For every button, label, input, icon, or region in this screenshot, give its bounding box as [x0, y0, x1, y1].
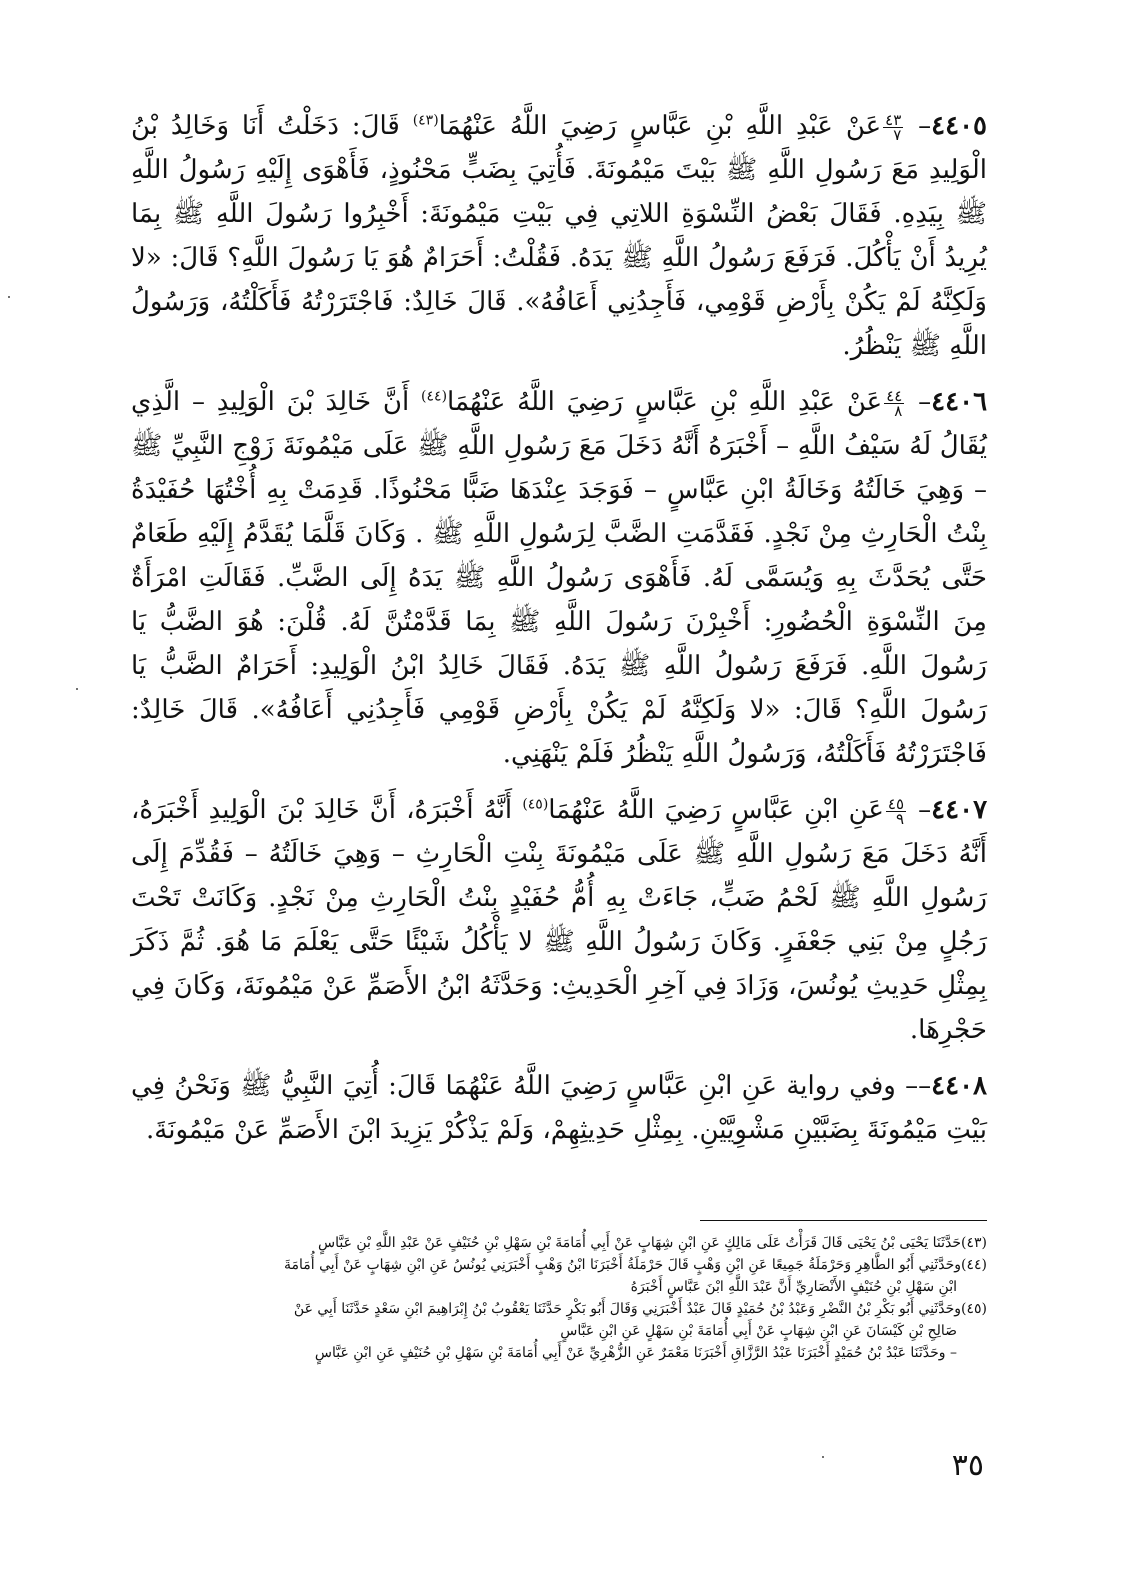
hadith-fraction — [883, 110, 903, 144]
fraction-top: ٤٣ — [885, 110, 902, 129]
page-number: ٣٥ — [951, 1448, 984, 1483]
footnote-45: (٤٥)وحَدَّثَنِي أَبُو بَكْرِ بْنُ النَّضْرِ وَعَبْدُ بْنُ حُمَيْدٍ قَالَ عَبْدٌ أَخْبَرَنِي وَقَالَ أَبُو بَكْرٍ حَدَّثَنَا يَعْقُوبُ بْنُ إِبْرَاهِيمَ ابْنِ سَعْدٍ حَدَّثَنَا أَبِي عَنْ — [293, 1301, 987, 1317]
fraction-bottom: ٨ — [894, 401, 903, 420]
scan-speck — [8, 296, 10, 298]
hadith-4405: ٤٤٠٥– $\frac{٤٣}{٧}$ عَنْ عَبْدِ اللَّهِ بْنِ عَبَّاسٍ رَضِيَ اللَّهُ عَنْهُمَا$^{(٤٣)}$ قَالَ: دَخَلْتُ أَنَا وَخَالِدُ بْنُ الْوَلِيدِ مَعَ رَسُولِ اللَّهِ ﷺ بَيْتَ مَيْمُونَةَ. فَأُتِيَ بِضَبٍّ مَحْنُوذٍ، فَأَهْوَى إِلَيْهِ رَسُولُ اللَّهِ ﷺ بِيَدِهِ. فَقَالَ بَعْضُ النِّسْوَةِ اللاتِي فِي بَيْتِ مَيْمُونَةَ: أَخْبِرُوا رَسُولَ اللَّهِ ﷺ بِمَا يُرِيدُ أَنْ يَأْكُلَ. فَرَفَعَ رَسُولُ اللَّهِ ﷺ يَدَهُ. فَقُلْتُ: أَحَرَامٌ هُوَ يَا رَسُولَ اللَّهِ؟ قَالَ: «لا وَلَكِنَّهُ لَمْ يَكُنْ بِأَرْضِ قَوْمِي، فَأَجِدُنِي أَعَافُهُ». قَالَ خَالِدٌ: فَاجْتَرَرْتُهُ فَأَكَلْتُهُ، وَرَسُولُ اللَّهِ ﷺ يَنْظُرُ. — [131, 110, 987, 361]
footnote-44-continued: ابْنِ سَهْلِ بْنِ حُنَيْفٍ الأَنْصَارِيِّ أَنَّ عَبْدَ اللَّهِ ابْنَ عَبَّاسٍ أَخْبَرَهُ — [630, 1279, 957, 1295]
hadith-text: قَالَ: دَخَلْتُ أَنَا وَخَالِدُ بْنُ الْوَلِيدِ مَعَ رَسُولِ اللَّهِ ﷺ بَيْتَ مَيْمُونَةَ. فَأُتِيَ بِضَبٍّ مَحْنُوذٍ، فَأَهْوَى إِلَيْهِ رَسُولُ اللَّهِ ﷺ بِيَدِهِ. فَقَالَ بَعْضُ النِّسْوَةِ اللاتِي فِي بَيْتِ مَيْمُونَةَ: أَخْبِرُوا رَسُولَ اللَّهِ ﷺ بِمَا يُرِيدُ أَنْ يَأْكُلَ. فَرَفَعَ رَسُولُ اللَّهِ ﷺ يَدَهُ. فَقُلْتُ: أَحَرَامٌ هُوَ يَا رَسُولَ اللَّهِ؟ قَالَ: «لا وَلَكِنَّهُ لَمْ يَكُنْ بِأَرْضِ قَوْمِي، فَأَجِدُنِي أَعَافُهُ». قَالَ خَالِدٌ: فَاجْتَرَرْتُهُ فَأَكَلْتُهُ، وَرَسُولُ اللَّهِ ﷺ يَنْظُرُ. — [131, 111, 987, 361]
footnote-45-second-chain: – وحَدَّثَنَا عَبْدُ بْنُ حُمَيْدٍ أَخْبَرَنَا عَبْدُ الرَّزَّاقِ أَخْبَرَنَا مَعْمَرٌ عَنِ الزُّهْرِيِّ عَنْ أَبِي أُمَامَةَ بْنِ سَهْلِ بْنِ حُنَيْفٍ عَنِ ابْنِ عَبَّاسٍ — [314, 1345, 957, 1361]
hadith-number: ٤٤٠٦ — [931, 387, 988, 417]
footnote-ref[interactable]: (٤٣) — [412, 112, 439, 129]
fraction-top: ٤٤ — [886, 386, 903, 405]
hadith-text: أَنَّهُ أَخْبَرَهُ، أَنَّ خَالِدَ بْنَ الْوَلِيدِ أَخْبَرَهُ، أَنَّهُ دَخَلَ مَعَ رَسُولِ اللَّهِ ﷺ عَلَى مَيْمُونَةَ بِنْتِ الْحَارِثِ – وَهِيَ خَالَتُهُ – فَقُدِّمَ إِلَى رَسُولِ اللَّهِ ﷺ لَحْمُ ضَبٍّ، جَاءَتْ بِهِ أُمُّ حُفَيْدٍ بِنْتُ الْحَارِثِ مِنْ نَجْدٍ. وَكَانَتْ تَحْتَ رَجُلٍ مِنْ بَنِي جَعْفَرٍ. وَكَانَ رَسُولُ اللَّهِ ﷺ لا يَأْكُلُ شَيْئًا حَتَّى يَعْلَمَ مَا هُوَ. ثُمَّ ذَكَرَ بِمِثْلِ حَدِيثِ يُونُسَ، وَزَادَ فِي آخِرِ الْحَدِيثِ: وَحَدَّثَهُ ابْنُ الأَصَمِّ عَنْ مَيْمُونَةَ، وَكَانَ فِي حَجْرِهَا. — [131, 795, 987, 1045]
hadith-lead: وفي رواية عَنِ ابْنِ عَبَّاسٍ رَضِيَ اللَّهُ عَنْهُمَا — [445, 1071, 896, 1101]
footnote-44: (٤٤)وحَدَّثَنِي أَبُو الطَّاهِرِ وَحَرْمَلَةُ جَمِيعًا عَنِ ابْنِ وَهْبٍ قَالَ حَرْمَلَةُ أَخْبَرَنَا ابْنُ وَهْبٍ أَخْبَرَنِي يُونُسُ عَنِ ابْنِ شِهَابٍ عَنْ أَبِي أُمَامَةَ — [284, 1257, 987, 1273]
fraction-bottom: ٩ — [895, 809, 905, 828]
hadith-4406: ٤٤٠٦– $\frac{٤٤}{٨}$ عَنْ عَبْدِ اللَّهِ بْنِ عَبَّاسٍ رَضِيَ اللَّهُ عَنْهُمَا$^{(٤٤)}$ أَنَّ خَالِدَ بْنَ الْوَلِيدِ – الَّذِي يُقَالُ لَهُ سَيْفُ اللَّهِ – أَخْبَرَهُ أَنَّهُ دَخَلَ مَعَ رَسُولِ اللَّهِ ﷺ عَلَى مَيْمُونَةَ زَوْجِ النَّبِيِّ ﷺ – وَهِيَ خَالَتُهُ وَخَالَةُ ابْنِ عَبَّاسٍ – فَوَجَدَ عِنْدَهَا ضَبًّا مَحْنُوذًا. قَدِمَتْ بِهِ أُخْتُهَا حُفَيْدَةُ بِنْتُ الْحَارِثِ مِنْ نَجْدٍ. فَقَدَّمَتِ الضَّبَّ لِرَسُولِ اللَّهِ ﷺ . وَكَانَ قَلَّمَا يُقَدَّمُ إِلَيْهِ طَعَامٌ حَتَّى يُحَدَّثَ بِهِ وَيُسَمَّى لَهُ. فَأَهْوَى رَسُولُ اللَّهِ ﷺ يَدَهُ إِلَى الضَّبِّ. فَقَالَتِ امْرَأَةٌ مِنَ النِّسْوَةِ الْحُضُورِ: أَخْبِرْنَ رَسُولَ اللَّهِ ﷺ بِمَا قَدَّمْتُنَّ لَهُ. قُلْنَ: هُوَ الضَّبُّ يَا رَسُولَ اللَّهِ. فَرَفَعَ رَسُولُ اللَّهِ ﷺ يَدَهُ. فَقَالَ خَالِدُ ابْنُ الْوَلِيدِ: أَحَرَامٌ الضَّبُّ يَا رَسُولَ اللَّهِ؟ قَالَ: «لا وَلَكِنَّهُ لَمْ يَكُنْ بِأَرْضِ قَوْمِي فَأَجِدُنِي أَعَافُهُ». قَالَ خَالِدٌ: فَاجْتَرَرْتُهُ فَأَكَلْتُهُ، وَرَسُولُ اللَّهِ يَنْظُرُ فَلَمْ يَنْهَنِي. — [131, 386, 988, 769]
footnote-45-continued: صَالِحِ بْنِ كَيْسَانَ عَنِ ابْنِ شِهَابٍ عَنْ أَبِي أُمَامَةَ بْنِ سَهْلٍ عَنِ ابْنِ عَبَّاسٍ — [560, 1323, 957, 1339]
hadith-body — [131, 104, 987, 1164]
hadith-lead: عَنْ عَبْدِ اللَّهِ بْنِ عَبَّاسٍ رَضِيَ اللَّهُ عَنْهُمَا — [447, 387, 883, 417]
fraction-bottom: ٧ — [893, 125, 902, 144]
footnote-ref[interactable]: (٤٤) — [421, 388, 448, 405]
hadith-lead: عَنْ عَبْدِ اللَّهِ بْنِ عَبَّاسٍ رَضِيَ اللَّهُ عَنْهُمَا — [438, 111, 882, 141]
footnote-43: (٤٣)حَدَّثَنَا يَحْيَى بْنُ يَحْيَى قَالَ قَرَأْتُ عَلَى مَالِكٍ عَنِ ابْنِ شِهَابٍ عَنْ أَبِي أُمَامَةَ بْنِ سَهْلِ بْنِ حُنَيْفٍ عَنْ عَبْدِ اللَّهِ بْنِ عَبَّاسٍ — [318, 1235, 987, 1251]
hadith-number: ٤٤٠٧ — [931, 795, 988, 825]
hadith-lead: عَنِ ابْنِ عَبَّاسٍ رَضِيَ اللَّهُ عَنْهُمَا — [548, 795, 884, 825]
hadith-4407: ٤٤٠٧– $\frac{٤٥}{٩}$ عَنِ ابْنِ عَبَّاسٍ رَضِيَ اللَّهُ عَنْهُمَا$^{(٤٥)}$ أَنَّهُ أَخْبَرَهُ، أَنَّ خَالِدَ بْنَ الْوَلِيدِ أَخْبَرَهُ، أَنَّهُ دَخَلَ مَعَ رَسُولِ اللَّهِ ﷺ عَلَى مَيْمُونَةَ بِنْتِ الْحَارِثِ – وَهِيَ خَالَتُهُ – فَقُدِّمَ إِلَى رَسُولِ اللَّهِ ﷺ لَحْمُ ضَبٍّ، جَاءَتْ بِهِ أُمُّ حُفَيْدٍ بِنْتُ الْحَارِثِ مِنْ نَجْدٍ. وَكَانَتْ تَحْتَ رَجُلٍ مِنْ بَنِي جَعْفَرٍ. وَكَانَ رَسُولُ اللَّهِ ﷺ لا يَأْكُلُ شَيْئًا حَتَّى يَعْلَمَ مَا هُوَ. ثُمَّ ذَكَرَ بِمِثْلِ حَدِيثِ يُونُسَ، وَزَادَ فِي آخِرِ الْحَدِيثِ: وَحَدَّثَهُ ابْنُ الأَصَمِّ عَنْ مَيْمُونَةَ، وَكَانَ فِي حَجْرِهَا. — [131, 794, 988, 1045]
hadith-number: ٤٤٠٨ — [931, 1071, 987, 1101]
hadith-text: قَالَ: أُتِيَ النَّبِيُّ ﷺ وَنَحْنُ فِي بَيْتِ مَيْمُونَةَ بِضَبَّيْنِ مَشْوِيَّيْنِ. بِمِثْلِ حَدِيثِهِمْ، وَلَمْ يَذْكُرْ يَزِيدَ ابْنَ الأَصَمِّ عَنْ مَيْمُونَةَ. — [131, 1071, 987, 1145]
hadith-fraction — [886, 794, 906, 828]
footnote-ref[interactable]: (٤٥) — [522, 796, 549, 813]
scan-speck — [76, 688, 78, 690]
hadith-4408: ٤٤٠٨–– وفي رواية عَنِ ابْنِ عَبَّاسٍ رَضِيَ اللَّهُ عَنْهُمَا قَالَ: أُتِيَ النَّبِيُّ ﷺ وَنَحْنُ فِي بَيْتِ مَيْمُونَةَ بِضَبَّيْنِ مَشْوِيَّيْنِ. بِمِثْلِ حَدِيثِهِمْ، وَلَمْ يَذْكُرْ يَزِيدَ ابْنَ الأَصَمِّ عَنْ مَيْمُونَةَ. — [131, 1071, 987, 1145]
scan-speck — [822, 1456, 824, 1458]
hadith-number: ٤٤٠٥ — [931, 111, 987, 141]
footnote-divider — [700, 1220, 987, 1221]
hadith-fraction — [884, 386, 904, 420]
fraction-top: ٤٥ — [887, 794, 905, 813]
footnotes — [131, 1232, 987, 1364]
hadith-text: أَنَّ خَالِدَ بْنَ الْوَلِيدِ – الَّذِي يُقَالُ لَهُ سَيْفُ اللَّهِ – أَخْبَرَهُ أَنَّهُ دَخَلَ مَعَ رَسُولِ اللَّهِ ﷺ عَلَى مَيْمُونَةَ زَوْجِ النَّبِيِّ ﷺ – وَهِيَ خَالَتُهُ وَخَالَةُ ابْنِ عَبَّاسٍ – فَوَجَدَ عِنْدَهَا ضَبًّا مَحْنُوذًا. قَدِمَتْ بِهِ أُخْتُهَا حُفَيْدَةُ بِنْتُ الْحَارِثِ مِنْ نَجْدٍ. فَقَدَّمَتِ الضَّبَّ لِرَسُولِ اللَّهِ ﷺ . وَكَانَ قَلَّمَا يُقَدَّمُ إِلَيْهِ طَعَامٌ حَتَّى يُحَدَّثَ بِهِ وَيُسَمَّى لَهُ. فَأَهْوَى رَسُولُ اللَّهِ ﷺ يَدَهُ إِلَى الضَّبِّ. فَقَالَتِ امْرَأَةٌ مِنَ النِّسْوَةِ الْحُضُورِ: أَخْبِرْنَ رَسُولَ اللَّهِ ﷺ بِمَا قَدَّمْتُنَّ لَهُ. قُلْنَ: هُوَ الضَّبُّ يَا رَسُولَ اللَّهِ. فَرَفَعَ رَسُولُ اللَّهِ ﷺ يَدَهُ. فَقَالَ خَالِدُ ابْنُ الْوَلِيدِ: أَحَرَامٌ الضَّبُّ يَا رَسُولَ اللَّهِ؟ قَالَ: «لا وَلَكِنَّهُ لَمْ يَكُنْ بِأَرْضِ قَوْمِي فَأَجِدُنِي أَعَافُهُ». قَالَ خَالِدٌ: فَاجْتَرَرْتُهُ فَأَكَلْتُهُ، وَرَسُولُ اللَّهِ يَنْظُرُ فَلَمْ يَنْهَنِي. — [131, 387, 987, 769]
